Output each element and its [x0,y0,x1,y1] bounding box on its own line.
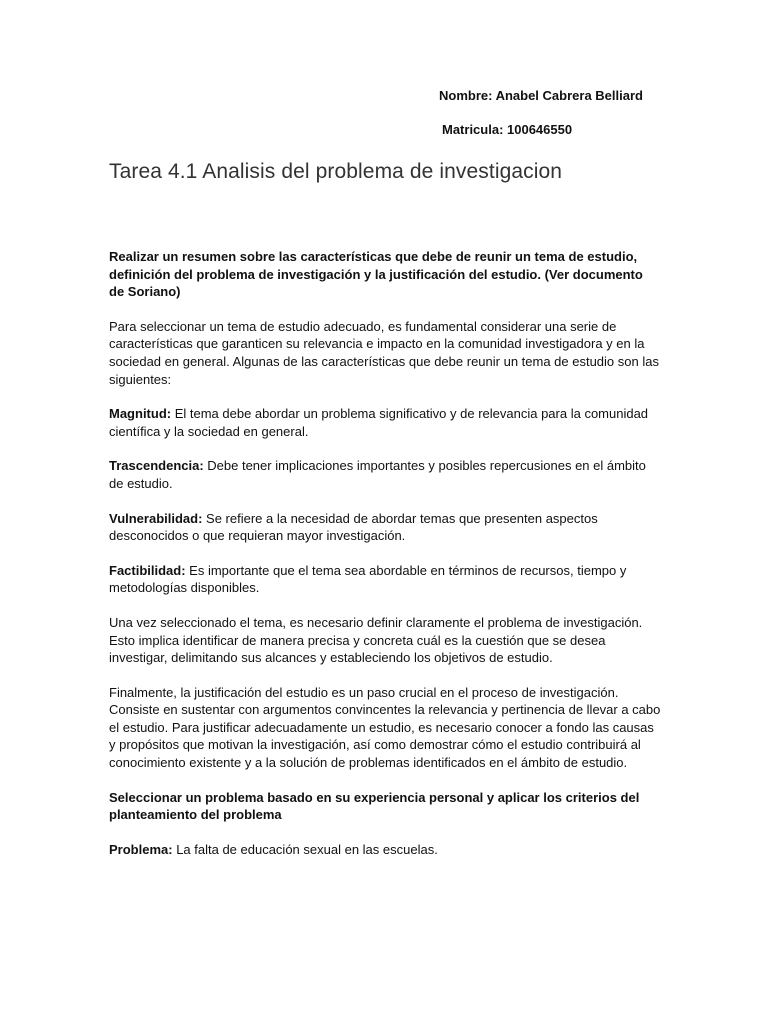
problem-term: Problema: [109,841,173,857]
characteristic-term: Trascendencia: [109,458,204,474]
student-name: Nombre: Anabel Cabrera Belliard [439,88,643,103]
student-matricula: Matricula: 100646550 [442,122,573,137]
assignment-prompt-2: Seleccionar un problema basado en su experiencia personal y aplicar los criterios del planteamiento del problema [109,789,640,823]
characteristic-text: Se refiere a la necesidad de abordar temas que presenten aspectos desconocidos o que requieran mayor investigación. [109,510,598,544]
problem-statement [109,841,661,859]
characteristic-magnitud [109,405,661,440]
definition-paragraph: Una vez seleccionado el tema, es necesario definir claramente el problema de investigación. Esto implica identificar de manera precisa y concreta cuál es la cuestión que se desea investigar, delimitando sus alcances y estableciendo los objetivos de estudio. [109,614,643,666]
characteristic-text: El tema debe abordar un problema significativo y de relevancia para la comunidad científica y la sociedad en general. [109,406,649,439]
characteristic-text: Es importante que el tema sea abordable en términos de recursos, tiempo y metodologías disponibles. [109,562,627,596]
document-title: Tarea 4.1 Analisis del problema de investigacion [109,160,563,183]
characteristic-term: Factibilidad: [109,562,186,578]
characteristic-text: Debe tener implicaciones importantes y posibles repercusiones en el ámbito de estudio. [109,458,646,491]
characteristic-term: Magnitud: [109,406,172,422]
characteristic-trascendencia [109,457,661,492]
problem-text: La falta de educación sexual en las escuelas. [172,841,438,857]
characteristic-vulnerabilidad [109,510,661,545]
intro-paragraph: Para seleccionar un tema de estudio adecuado, es fundamental considerar una serie de características que garanticen su relevancia e impacto en la comunidad investigadora y en la sociedad en general. Algunas de las características que debe reunir un tema de estudio son las siguientes: [109,318,659,387]
document-body [109,248,661,875]
justification-paragraph: Finalmente, la justificación del estudio es un paso crucial en el proceso de investigación. Consiste en sustentar con argumentos convincentes la relevancia y pertinencia de llevar a cabo el estudio. Para justificar adecuadamente un estudio, es necesario conocer a fondo las causas y propósitos que motivan la investigación, así como demostrar cómo el estudio contribuirá al conocimiento existente y a la solución de problemas identificados en el ámbito de estudio. [109,684,661,771]
assignment-prompt-1: Realizar un resumen sobre las características que debe de reunir un tema de estudio, definición del problema de investigación y la justificación del estudio. (Ver documento de Soriano) [109,249,643,300]
characteristic-term: Vulnerabilidad: [109,510,203,526]
characteristic-factibilidad [109,562,661,597]
